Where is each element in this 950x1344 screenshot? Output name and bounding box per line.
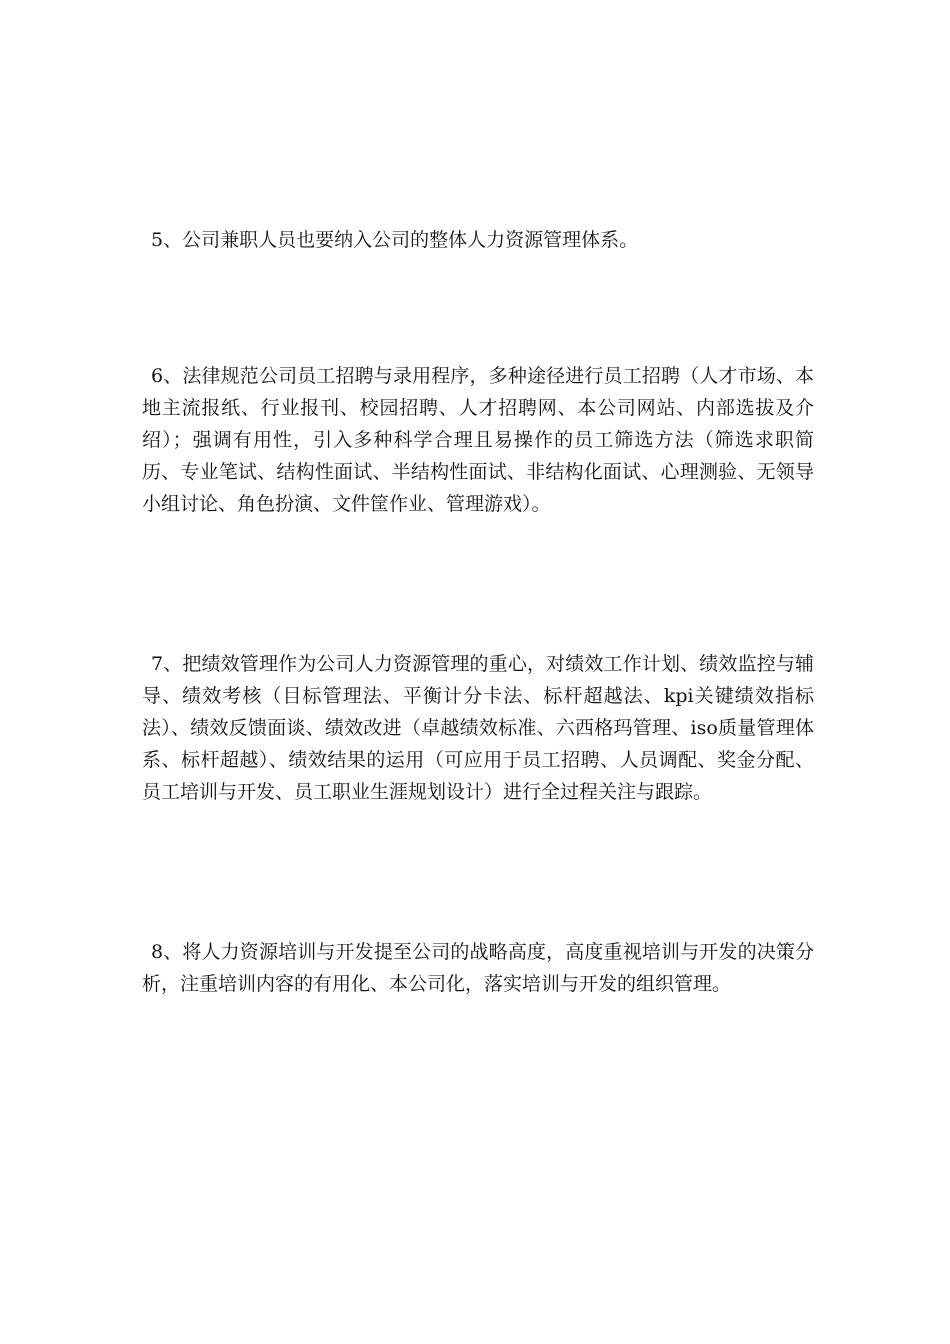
paragraph-6: 6、法律规范公司员工招聘与录用程序，多种途径进行员工招聘（人才市场、本地主流报纸、行业报刊、校园招聘、人才招聘网、本公司网站、内部选拔及介绍）；强调有用性，引入多种科学合理且易操作的员工筛选方法（筛选求职简历、专业笔试、结构性面试、半结构性面试、非结构化面试、心理测验、无领导小组讨论、角色扮演、文件筐作业、管理游戏）。 — [142, 365, 814, 515]
paragraph-7: 7、把绩效管理作为公司人力资源管理的重心，对绩效工作计划、绩效监控与辅导、绩效考核（目标管理法、平衡计分卡法、标杆超越法、kpi关键绩效指标法）、绩效反馈面谈、绩效改进（卓越绩效标准、六西格玛管理、iso质量管理体系、标杆超越）、绩效结果的运用（可应用于员工招聘、人员调配、奖金分配、员工培训与开发、员工职业生涯规划设计）进行全过程关注与跟踪。 — [142, 653, 814, 803]
paragraph-8: 8、将人力资源培训与开发提至公司的战略高度，高度重视培训与开发的决策分析，注重培训内容的有用化、本公司化，落实培训与开发的组织管理。 — [142, 941, 814, 995]
paragraph-5: 5、公司兼职人员也要纳入公司的整体人力资源管理体系。 — [151, 229, 639, 251]
